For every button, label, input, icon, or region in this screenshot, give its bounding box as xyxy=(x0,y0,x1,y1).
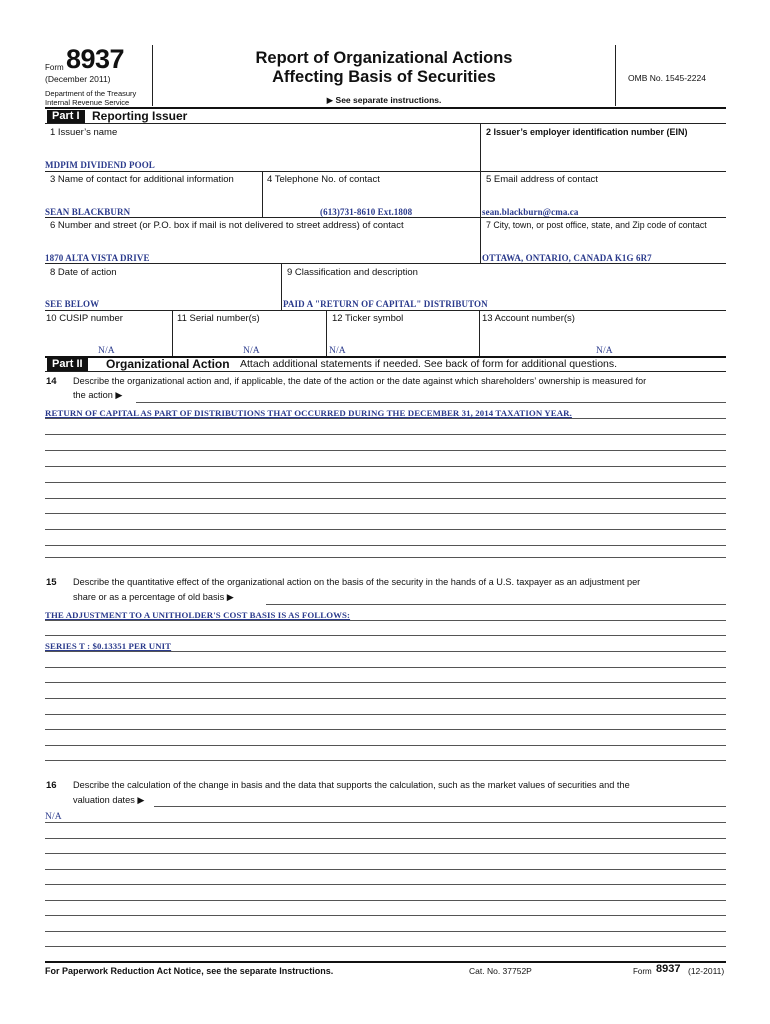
field13-label: 13 Account number(s) xyxy=(482,313,575,324)
title-line2: Affecting Basis of Securities xyxy=(272,68,496,86)
field8-label: 8 Date of action xyxy=(50,267,117,278)
q15-rule xyxy=(45,682,726,683)
instructions-note: ▶ See separate instructions. xyxy=(326,95,442,105)
field5-label: 5 Email address of contact xyxy=(486,174,598,185)
row3-divider xyxy=(480,217,481,263)
form-number: 8937 xyxy=(66,44,125,74)
q15-rule xyxy=(45,760,726,761)
q15-rule xyxy=(45,745,726,746)
field7-label: 7 City, town, or post office, state, and Zip code of contact xyxy=(486,220,707,230)
q15-rule xyxy=(45,729,726,730)
q14-rule xyxy=(45,513,726,514)
q14-number: 14 xyxy=(46,376,57,387)
ticker-value[interactable]: N/A xyxy=(329,346,346,356)
q14-rule xyxy=(45,450,726,451)
q14-text-line1: Describe the organizational action and, if applicable, the date of the action or the date against which shareholders’ ownership is measured for xyxy=(73,376,647,386)
irs: Internal Revenue Service xyxy=(45,98,130,107)
part2-badge: Part II xyxy=(47,358,88,371)
q16-inline-rule xyxy=(154,806,726,807)
part2-title: Organizational Action xyxy=(106,357,230,371)
q14-rule xyxy=(45,482,726,483)
row4-divider xyxy=(281,263,282,310)
header-divider-right xyxy=(615,45,616,106)
row3-bottom xyxy=(45,263,726,264)
q15-rule xyxy=(45,620,726,621)
q15-rule xyxy=(45,714,726,715)
q14-rule xyxy=(45,529,726,530)
q16-rule xyxy=(45,900,726,901)
footer-form-number: 8937 xyxy=(656,963,681,975)
q15-answer-line1[interactable]: THE ADJUSTMENT TO A UNITHOLDER'S COST BASIS IS AS FOLLOWS: xyxy=(45,610,351,620)
footer-rule xyxy=(45,961,726,963)
part1-rule xyxy=(45,123,726,124)
q16-rule xyxy=(45,853,726,854)
title-line1: Report of Organizational Actions xyxy=(255,49,513,67)
field4-label: 4 Telephone No. of contact xyxy=(267,174,380,185)
catalog-number: Cat. No. 37752P xyxy=(469,966,532,976)
part1-title: Reporting Issuer xyxy=(92,109,188,123)
footer-form-word: Form xyxy=(633,967,652,976)
q14-rule xyxy=(45,545,726,546)
city-value[interactable]: OTTAWA, ONTARIO, CANADA K1G 6R7 xyxy=(482,253,652,263)
q15-inline-rule xyxy=(266,604,726,605)
q15-rule xyxy=(45,635,726,636)
date-of-action-value[interactable]: SEE BELOW xyxy=(45,299,100,309)
part2-subtitle: Attach additional statements if needed. See back of form for additional questions. xyxy=(240,358,618,370)
contact-email-value[interactable]: sean.blackburn@cma.ca xyxy=(482,207,579,217)
q15-number: 15 xyxy=(46,577,57,588)
q15-rule xyxy=(45,667,726,668)
q16-text-line1: Describe the calculation of the change in basis and the data that supports the calculation, such as the market values of securities and the xyxy=(73,780,630,790)
department: Department of the Treasury xyxy=(45,89,137,98)
q15-text-line2: share or as a percentage of old basis ▶ xyxy=(73,592,234,602)
serial-value[interactable]: N/A xyxy=(243,346,260,356)
form-revision: (December 2011) xyxy=(45,74,111,84)
q14-rule xyxy=(45,418,726,419)
q14-rule xyxy=(45,466,726,467)
q15-answer-line2[interactable]: SERIES T : $0.13351 PER UNIT xyxy=(45,641,172,651)
part2-rule xyxy=(45,371,726,372)
form-word: Form xyxy=(45,63,64,72)
row2-divider-a xyxy=(262,171,263,217)
footer-revision: (12-2011) xyxy=(688,966,725,976)
row5-divider-c xyxy=(479,310,480,356)
q16-rule xyxy=(45,822,726,823)
field9-label: 9 Classification and description xyxy=(287,267,418,278)
row2-divider-b xyxy=(480,171,481,217)
street-value[interactable]: 1870 ALTA VISTA DRIVE xyxy=(45,253,150,263)
field1-label: 1 Issuer’s name xyxy=(50,127,118,138)
q16-rule xyxy=(45,869,726,870)
field10-label: 10 CUSIP number xyxy=(46,313,123,324)
q16-rule xyxy=(45,946,726,947)
field3-label: 3 Name of contact for additional information xyxy=(50,174,234,185)
row5-divider-a xyxy=(172,310,173,356)
q15-text-line1: Describe the quantitative effect of the organizational action on the basis of the security in the hands of a U.S. taxpayer as an adjustment per xyxy=(73,577,641,587)
q15-rule xyxy=(45,651,726,652)
contact-name-value[interactable]: SEAN BLACKBURN xyxy=(45,207,131,217)
row4-bottom xyxy=(45,310,726,311)
field6-label: 6 Number and street (or P.O. box if mail is not delivered to street address) of contact xyxy=(50,220,404,231)
q16-rule xyxy=(45,915,726,916)
row1-bottom xyxy=(45,171,726,172)
row2-bottom xyxy=(45,217,726,218)
q14-rule xyxy=(45,434,726,435)
q14-inline-rule xyxy=(136,402,726,403)
q16-rule xyxy=(45,884,726,885)
q14-rule xyxy=(45,498,726,499)
q16-answer[interactable]: N/A xyxy=(45,812,62,822)
row5-divider-b xyxy=(326,310,327,356)
issuer-name-value[interactable]: MDPIM DIVIDEND POOL xyxy=(45,160,155,170)
account-value[interactable]: N/A xyxy=(596,346,613,356)
field12-label: 12 Ticker symbol xyxy=(332,313,404,324)
classification-value[interactable]: PAID A "RETURN OF CAPITAL" DISTRIBUTON xyxy=(283,299,488,309)
field2-label: 2 Issuer’s employer identification number (EIN) xyxy=(486,127,688,137)
field11-label: 11 Serial number(s) xyxy=(177,313,260,324)
q16-rule xyxy=(45,931,726,932)
q14-answer[interactable]: RETURN OF CAPITAL AS PART OF DISTRIBUTIONS THAT OCCURRED DURING THE DECEMBER 31, 2014 TAXATION YEAR. xyxy=(45,408,572,418)
q14-rule xyxy=(45,557,726,558)
part1-badge: Part I xyxy=(47,110,85,123)
q16-number: 16 xyxy=(46,780,57,791)
q14-text-line2: the action ▶ xyxy=(73,390,123,400)
q16-text-line2: valuation dates ▶ xyxy=(73,795,145,805)
q16-rule xyxy=(45,838,726,839)
row1-divider xyxy=(480,123,481,171)
paperwork-notice: For Paperwork Reduction Act Notice, see the separate Instructions. xyxy=(45,966,334,976)
omb-number: OMB No. 1545-2224 xyxy=(628,73,706,83)
contact-phone-value[interactable]: (613)731-8610 Ext.1808 xyxy=(320,207,413,217)
cusip-value[interactable]: N/A xyxy=(98,346,115,356)
q15-rule xyxy=(45,698,726,699)
